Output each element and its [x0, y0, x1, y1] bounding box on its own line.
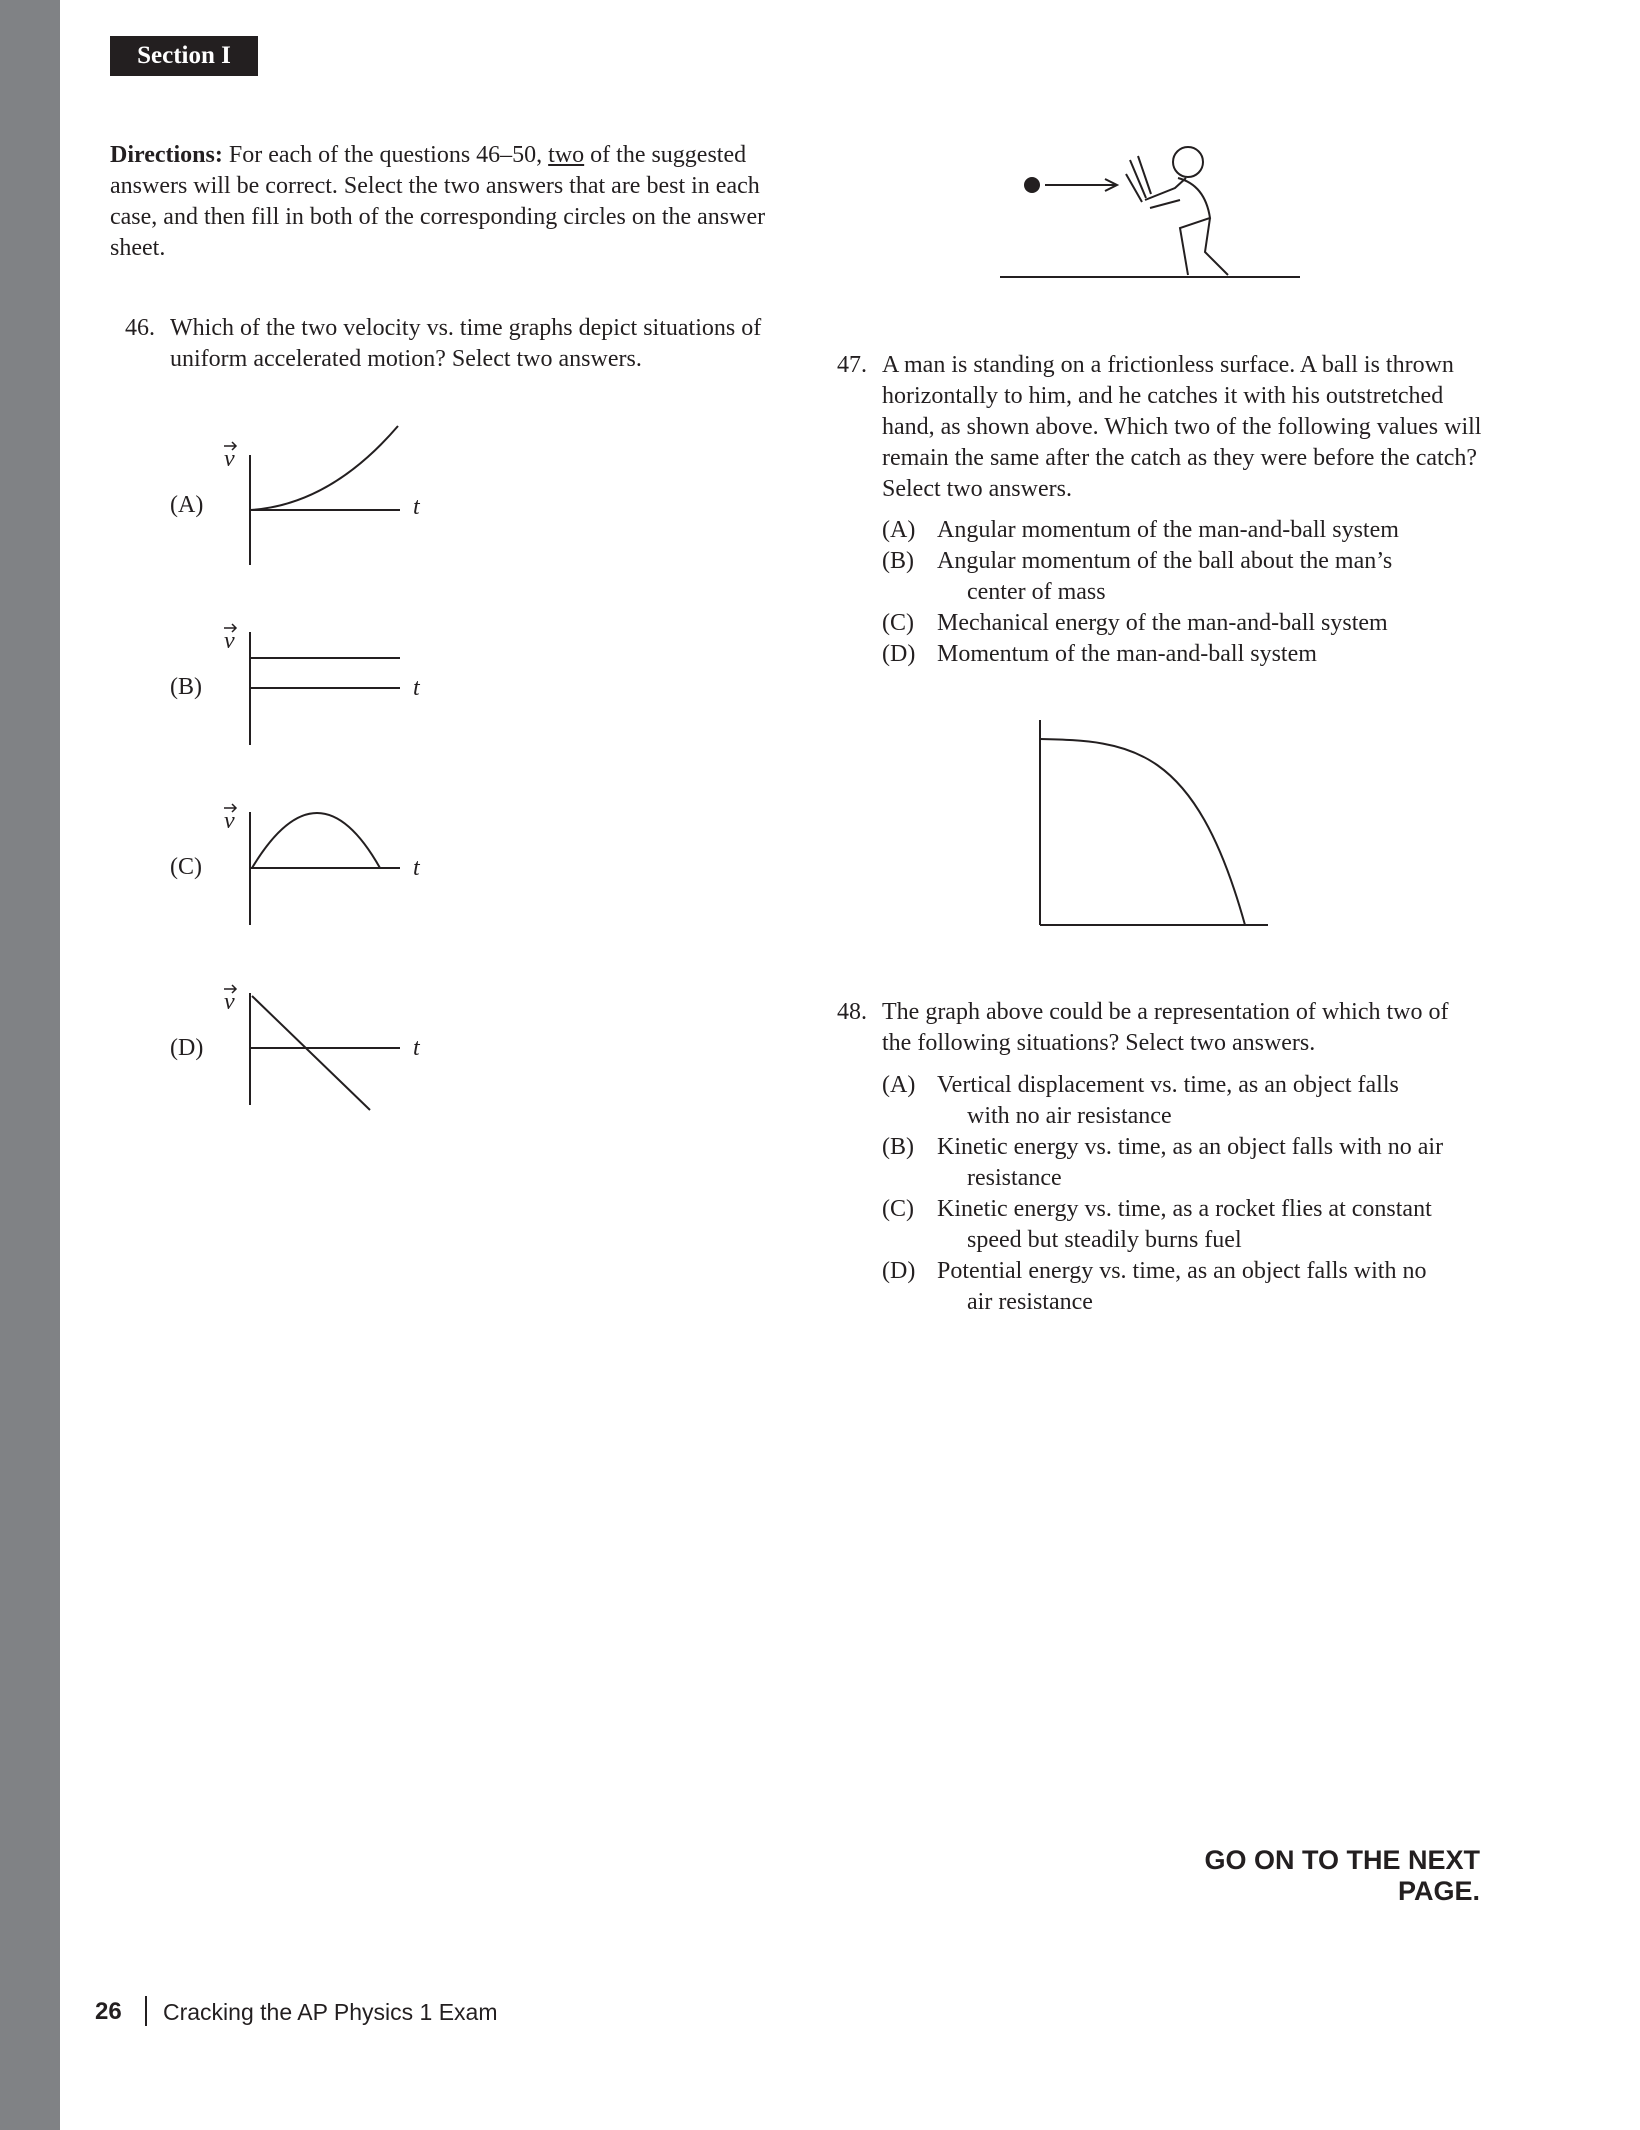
section-tab: Section I [110, 36, 258, 76]
q46-text: Which of the two velocity vs. time graphs depict situations of uniform accelerated motion? Select two answers. [170, 315, 762, 372]
q48-number: 48. [837, 999, 867, 1025]
q48-option-c-text-cont: speed but steadily burns fuel [967, 1227, 1242, 1253]
q47-option-b [882, 546, 1482, 608]
directions-label: Directions: [110, 142, 223, 168]
q46-graph-a-label: (A) [170, 492, 204, 518]
man-hands [1126, 156, 1151, 202]
q47-option-d-text: Momentum of the man-and-ball system [937, 641, 1317, 667]
q48-option-d [882, 1256, 1482, 1318]
q46-graph-d-line [252, 996, 370, 1110]
directions-text-2: of the suggested answers will be correct. Select the two answers that are best in each case, and then fill in both of the corresponding circles on the answer sheet. [110, 142, 766, 261]
q47-option-d [882, 639, 1482, 670]
q46-graph-b-label: (B) [170, 674, 202, 700]
q47-option-a [882, 515, 1482, 546]
q48-option-b [882, 1132, 1482, 1194]
footer-page-number: 26 [95, 1998, 122, 2025]
directions-text-1: For each of the questions 46–50, [222, 142, 549, 168]
q46-graph-d-t: t [413, 1035, 420, 1061]
q48-graph-curve [1040, 739, 1245, 925]
q46-graph-d [0, 0, 450, 1120]
q47-option-b-text-cont: center of mass [967, 579, 1106, 605]
q47-option-c [882, 608, 1482, 639]
q48-option-d-text-cont: air resistance [967, 1289, 1093, 1315]
q46-graph-a-v: v [224, 446, 235, 472]
q48-text: The graph above could be a representation of which two of the following situations? Select two answers. [882, 999, 1449, 1056]
q47-option-d-label: (D) [882, 641, 916, 667]
q46-graph-d-v: v [224, 989, 235, 1015]
q47-text: A man is standing on a frictionless surface. A ball is thrown horizontally to him, and he catches it with his outstretched hand, as shown above. Which two of the following values will remain the same after the catch as they were before the catch? Select two answers. [882, 352, 1482, 502]
q46-graph-a-t: t [413, 494, 420, 520]
footer-divider [145, 1996, 147, 2026]
q48-option-d-text: Potential energy vs. time, as an object falls with no [937, 1258, 1427, 1284]
q48-option-a-text-cont: with no air resistance [967, 1103, 1172, 1129]
q47-number: 47. [837, 352, 867, 378]
q46-number: 46. [125, 315, 155, 341]
q46-graph-c-v: v [224, 808, 235, 834]
q48-option-c-text: Kinetic energy vs. time, as a rocket flies at constant [937, 1196, 1432, 1222]
q47-option-b-label: (B) [882, 548, 914, 574]
q48-graph [1030, 715, 1270, 930]
q46-graph-c-label: (C) [170, 854, 202, 880]
go-on-next-page: GO ON TO THE NEXT PAGE. [1204, 1845, 1480, 1906]
man-catching-ball-figure [1000, 140, 1310, 290]
ball [1024, 177, 1040, 193]
man-head [1173, 147, 1203, 177]
q48-option-c [882, 1194, 1482, 1256]
q48-option-b-text-cont: resistance [967, 1165, 1062, 1191]
q47-option-b-text: Angular momentum of the ball about the man’s [937, 548, 1393, 574]
q48-option-b-label: (B) [882, 1134, 914, 1160]
man-body-legs [1178, 178, 1228, 275]
footer-book-title: Cracking the AP Physics 1 Exam [163, 1999, 498, 2025]
q48-option-c-label: (C) [882, 1196, 914, 1222]
directions-underlined: two [548, 142, 585, 168]
q47-option-c-text: Mechanical energy of the man-and-ball system [937, 610, 1388, 636]
q48-option-a-label: (A) [882, 1072, 916, 1098]
q47-option-c-label: (C) [882, 610, 914, 636]
q47-option-a-label: (A) [882, 517, 916, 543]
q48-option-a-text: Vertical displacement vs. time, as an object falls [937, 1072, 1399, 1098]
q48-option-d-label: (D) [882, 1258, 916, 1284]
q46-graph-d-label: (D) [170, 1035, 204, 1061]
q46-graph-b-t: t [413, 675, 420, 701]
q48-option-a [882, 1070, 1482, 1132]
q47-option-a-text: Angular momentum of the man-and-ball system [937, 517, 1399, 543]
q46-graph-b-v: v [224, 628, 235, 654]
q48-option-b-text: Kinetic energy vs. time, as an object falls with no air [937, 1134, 1444, 1160]
q46-graph-c-t: t [413, 855, 420, 881]
